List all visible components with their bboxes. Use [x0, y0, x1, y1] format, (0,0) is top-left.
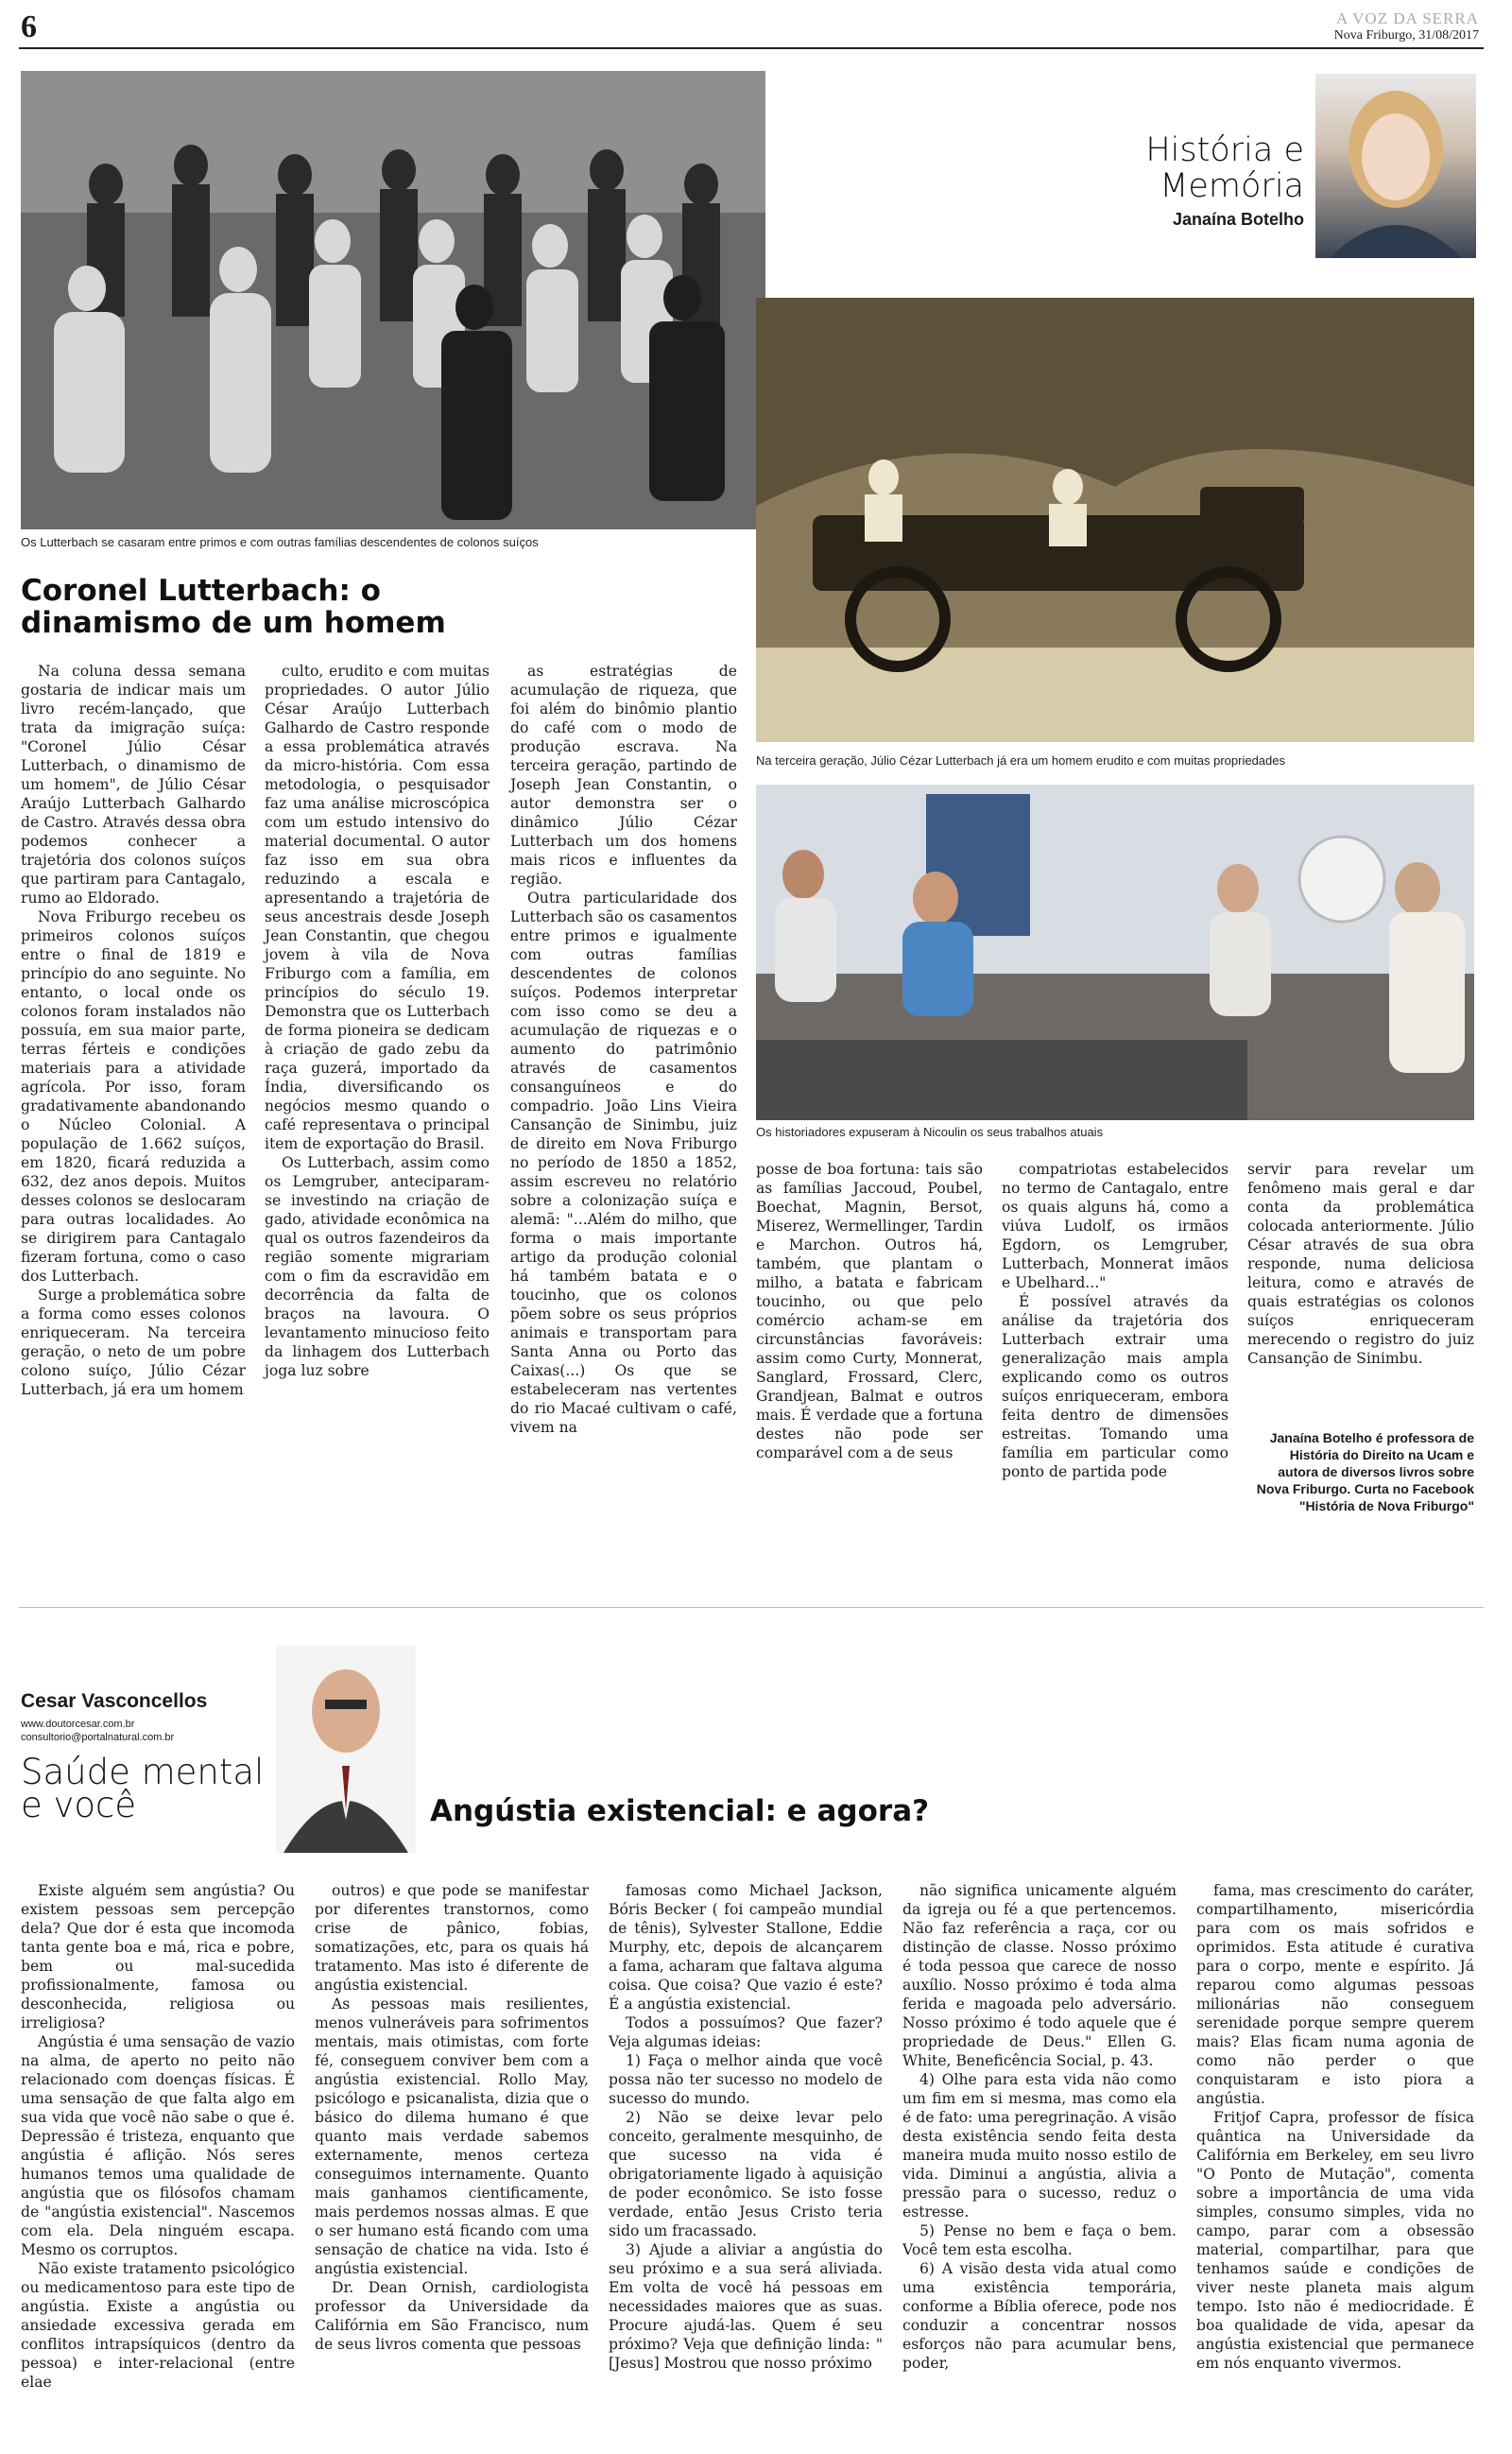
author-bio: Janaína Botelho é professora de História do Direito na Ucam e autora de diversos livros sobre Nova Friburgo. Curta no Facebook "História de Nova Friburgo" [1256, 1430, 1474, 1513]
paragraph: fama, mas crescimento do caráter, compartilhamento, misericórdia para com os mais sofridos e oprimidos. Esta atitude é curativa para o corpo, mente e espírito. Já reparou como algumas pessoas milionárias não conseguem serenidade porque sempre querem mais? Elas ficam numa agonia de como não perder o que conquistaram e isto piora a angústia. [1196, 1882, 1474, 2107]
health-column-header [21, 1690, 295, 1823]
paragraph: 6) A visão desta vida atual como uma existência temporária, conforme a Bíblia oferece, pode nos conduzir a concentrar nossos esforços não para acumular bens, poder, [902, 2260, 1177, 2372]
history-column-2 [265, 662, 490, 1380]
paragraph: 2) Não se deixe levar pelo conceito, geralmente mesquinho, de que sucesso na vida é obrigatoriamente ligado à aquisição de poder econômico. Se isto fosse verdade, então Jesus Cristo teria sido um fracassado. [609, 2109, 883, 2239]
paragraph: 1) Faça o melhor ainda que você possa não ter sucesso no modelo de sucesso do mundo. [609, 2052, 883, 2107]
group-photo [21, 71, 765, 529]
history-column-4: posse de boa fortuna: tais são as famílias Jaccoud, Poubel, Boechat, Magnin, Bersot, Miserez, Wermellinger, Tardin e Marchon. Outros há, também, que plantam o milho, a batata e fabricam toucinho, ou que pelo comércio acham-se em circunstâncias favoráveis: assim como Curty, Monnerat, Sanglard, Frossard, Clerc, Grandjean, Balmat e outros mais. É verdade que a fortuna destes não pode ser comparável com a de seus [756, 1161, 983, 1461]
health-headline: Angústia existencial: e agora? [430, 1794, 930, 1828]
health-section-title-line2: e você [21, 1785, 137, 1825]
paragraph: Outra particularidade dos Lutterbach são os casamentos entre primos e igualmente com outras famílias descendentes de colonos suíços. Podemos interpretar com isso como se deu a acumulação de riquezas e o aumento do patrimônio através de casamentos consanguíneos e do compadrio. João Lins Vieira Cansanção de Sinimbu, juiz de direito em Nova Friburgo no período de 1850 a 1852, assim escreveu no relatório sobre a colonização suíça e alemã: "...Além do milho, que forma o mais importante artigo da produção colonial há também batata e o toucinho, que os colonos põem sobre os seus próprios animais e transportam para Santa Anna ou Porto das Caixas(...) Os que se estabeleceram nas vertentes do rio Macaé cultivam o café, vivem na [510, 890, 737, 1436]
issue-date: Nova Friburgo, 31/08/2017 [1333, 28, 1479, 43]
section-divider [19, 1607, 1484, 1608]
history-column-1 [21, 662, 246, 1399]
history-column-3 [510, 662, 737, 1437]
columnist-name: Janaína Botelho [1172, 210, 1304, 229]
header-rule [19, 47, 1484, 49]
history-column-6: servir para revelar um fenômeno mais geral e dar conta da problemática colocada anteriormente. Júlio César através de sua obra responde, numa deliciosa leitura, como e através de quais estratégias os colonos suíços enriqueceram merecendo o registro do juiz Cansanção de Sinimbu. [1247, 1161, 1474, 1367]
section-title-line1: História e [1145, 131, 1304, 169]
paragraph: compatriotas estabelecidos no termo de Cantagalo, entre os quais alguns há, como a viúva Ludolf, os irmãos Egdorn, os Lemgruber, Lutterbach, Monnerat imãos e Ubelhard..." [1002, 1161, 1228, 1291]
columnist-portrait [1315, 74, 1476, 258]
paragraph: Na coluna dessa semana gostaria de indicar mais um livro recém-lançado, que trata da imigração suíça: "Coronel Júlio César Lutterbach, o dinamismo de um homem", de Júlio César Araújo Lutterbach Galhardo de Castro. Através dessa obra podemos conhecer a trajetória dos colonos suíços que partiram para Cantagalo, rumo ao Eldorado. [21, 663, 246, 907]
headline-line1: Coronel Lutterbach: o [21, 574, 381, 608]
paragraph: Nova Friburgo recebeu os primeiros colonos suíços entre o final de 1819 e princípio do ano seguinte. No entanto, o local onde os colonos foram instalados não possuía, em sua maior parte, terras férteis e condições materiais para a atividade agrícola. Por isso, foram gradativamente abandonando o Núcleo Colonial. A população de 1.662 suíços, em 1820, ficará reduzida a 632, dez anos depois. Muitos desses colonos se deslocaram para outras localidades. Ao se dirigirem para Cantagalo fizeram fortuna, como o caso dos Lutterbach. [21, 908, 246, 1285]
headline-line2: dinamismo de um homem [21, 606, 446, 640]
health-columnist-portrait [276, 1645, 416, 1853]
article-headline [21, 575, 588, 639]
section-title-line2: Memória [1160, 167, 1304, 205]
paragraph: Angústia é uma sensação de vazio na alma, de aperto no peito não relacionado com doenças físicas. É uma sensação de que falta algo em sua vida que você não sabe o que é. Depressão é tristeza, enquanto que angústia é aflição. Nós seres humanos temos uma qualidade de angústia que os filósofos chamam de "angústia existencial". Nascemos com ela. Dela ninguém escapa. Mesmo os corruptos. [21, 2033, 295, 2258]
meeting-photo-caption: Os historiadores expuseram à Nicoulin os seus trabalhos atuais [756, 1125, 1104, 1139]
paragraph: Existe alguém sem angústia? Ou existem pessoas sem percepção dela? Que dor é esta que incomoda tanta gente boa e má, rica e pobre, bem ou mal-sucedida profissionalmente, famosa ou desconhecida, religiosa ou irreligiosa? [21, 1882, 295, 2031]
paragraph: outros) e que pode se manifestar por diferentes transtornos, como crise de pânico, fobias, somatizações, etc, para os quais há tratamento. Mas isto é diferente de angústia existencial. [315, 1882, 589, 1994]
page-number: 6 [21, 9, 37, 44]
paragraph: As pessoas mais resilientes, menos vulneráveis para sofrimentos mentais, mais otimistas, com forte fé, conseguem conviver bem com a angústia existencial. Rollo May, psicólogo e psicanalista, dizia que o básico do dilema humano é que quanto mais verdade sabemos externamente, menos certeza conseguimos internamente. Quanto mais ganhamos cientificamente, mais perdemos nossas almas. E que o ser humano está ficando com uma sensação de chatice na vida. Isto é angústia existencial. [315, 1996, 589, 2277]
group-photo-caption: Os Lutterbach se casaram entre primos e com outras famílias descendentes de colonos suíços [21, 535, 539, 549]
health-email: consultorio@portalnatural.com.br [21, 1732, 175, 1743]
meeting-room-photo [756, 785, 1474, 1120]
section-title [1087, 132, 1304, 230]
paragraph: 4) Olhe para esta vida não como um fim em si mesma, mas como ela é de fato: uma peregrinação. A visão desta existência sendo feita desta maneira muda muito nosso estilo de vida. Diminui a angústia, alivia a pressão para o sucesso, reduz o estresse. [902, 2071, 1177, 2221]
vintage-car-photo [756, 298, 1474, 742]
paragraph: Fritjof Capra, professor de física quântica na Universidade da Califórnia em Berkeley, em seu livro "O Ponto de Mutação", comenta sobre a importância de uma vida simples, consumo simples, vida no campo, parar com a obsessão material, compartilhar, para que tenhamos saúde e condições de viver neste planeta mais algum tempo. Isto não é mediocridade. É boa qualidade de vida, apesar da angústia existencial que permanece em nós enquanto vivermos. [1196, 2109, 1474, 2372]
health-column-3 [609, 1881, 883, 2373]
vintage-car-caption: Na terceira geração, Júlio Cézar Lutterbach já era um homem erudito e com muitas propriedades [756, 753, 1285, 768]
paragraph: Todos a possuímos? Que fazer? Veja algumas ideias: [609, 2014, 883, 2050]
paragraph: É possível através da análise da trajetória dos Lutterbach extrair uma generalização mais ampla explicando como os outros suíços enriqueceram, embora feita dentro de dimensões estreitas. Tomando uma família em particular como ponto de partida pode [1002, 1293, 1228, 1480]
paper-name: A VOZ DA SERRA [1335, 9, 1479, 27]
paragraph: Surge a problemática sobre a forma como esses colonos enriqueceram. Na terceira geração, o neto de um pobre colono suíço, Júlio Cézar Lutterbach, já era um homem [21, 1287, 247, 1398]
history-column-5 [1002, 1160, 1228, 1481]
paragraph: Não existe tratamento psicológico ou medicamentoso para este tipo de angústia. Existe a angústia ou ansiedade excessiva gerada em conflitos intrapsíquicos (dentro da pessoa) e inter-relacional (entre elae [21, 2260, 295, 2391]
paragraph: não significa unicamente alguém da igreja ou fé a que pertencemos. Não faz referência a raça, cor ou distinção de classe. Nosso próximo é toda pessoa que carece de nosso auxílio. Nosso próximo é toda alma ferida e magoada pelo adversário. Nosso próximo é todo aquele que é propriedade de Deus." Ellen G. White, Beneficência Social, p. 43. [902, 1882, 1177, 2069]
health-section-title-line1: Saúde mental [21, 1752, 265, 1792]
health-site: www.doutorcesar.com.br [21, 1719, 135, 1730]
health-column-1 [21, 1881, 295, 2392]
paragraph: 3) Ajude a aliviar a angústia do seu próximo e a sua será aliviada. Em volta de você há pessoas em necessidades maiores que as suas. Procure ajudá-las. Quem é seu próximo? Veja que definição linda: "[Jesus] Mostrou que nosso próximo [609, 2241, 883, 2372]
health-columnist: Cesar Vasconcellos [21, 1690, 208, 1712]
paragraph: culto, erudito e com muitas propriedades. O autor Júlio César Araújo Lutterbach Galhardo de Castro responde a essa problemática através da micro-história. Com essa metodologia, o pesquisador faz uma análise microscópica com um estudo intensivo do material documental. O autor faz isso em sua obra reduzindo a escala e apresentando a trajetória de seus ancestrais desde Joseph Jean Constantin, que chegou jovem à vila de Nova Friburgo com a família, em princípios do século 19. Demonstra que os Lutterbach de forma pioneira se dedicam à criação de gado zebu da raça guzerá, importado da Índia, diversificando os negócios mesmo quando o café representava o principal item de exportação do Brasil. [265, 663, 490, 1152]
paragraph: famosas como Michael Jackson, Bóris Becker ( foi campeão mundial de tênis), Sylvester Stallone, Eddie Murphy, etc, depois de alcançarem a fama, acharam que faltava alguma coisa. Que coisa? Que vazio é este? É a angústia existencial. [609, 1882, 883, 2013]
paragraph: 5) Pense no bem e faça o bem. Você tem esta escolha. [902, 2222, 1177, 2258]
masthead [1334, 9, 1479, 43]
health-column-5 [1196, 1881, 1474, 2373]
paragraph: as estratégias de acumulação de riqueza, que foi além do binômio plantio do café com o modo de produção escrava. Na terceira geração, partindo de Joseph Jean Constantin, o autor demonstra ser o dinâmico Júlio Cézar Lutterbach um dos homens mais ricos e influentes da região. [510, 663, 737, 888]
health-column-2 [315, 1881, 589, 2354]
paragraph: Dr. Dean Ornish, cardiologista professor da Universidade da Califórnia em São Francisco, num de seus livros comenta que pessoas [315, 2279, 589, 2353]
paragraph: Os Lutterbach, assim como os Lemgruber, anteciparam-se investindo na criação de gado, atividade econômica na qual os outros fazendeiros da região somente migrariam com o fim da escravidão em decorrência da falta de braços na lavoura. O levantamento minucioso feito da linhagem dos Lutterbach joga luz sobre [265, 1154, 490, 1379]
health-column-4 [902, 1881, 1177, 2373]
